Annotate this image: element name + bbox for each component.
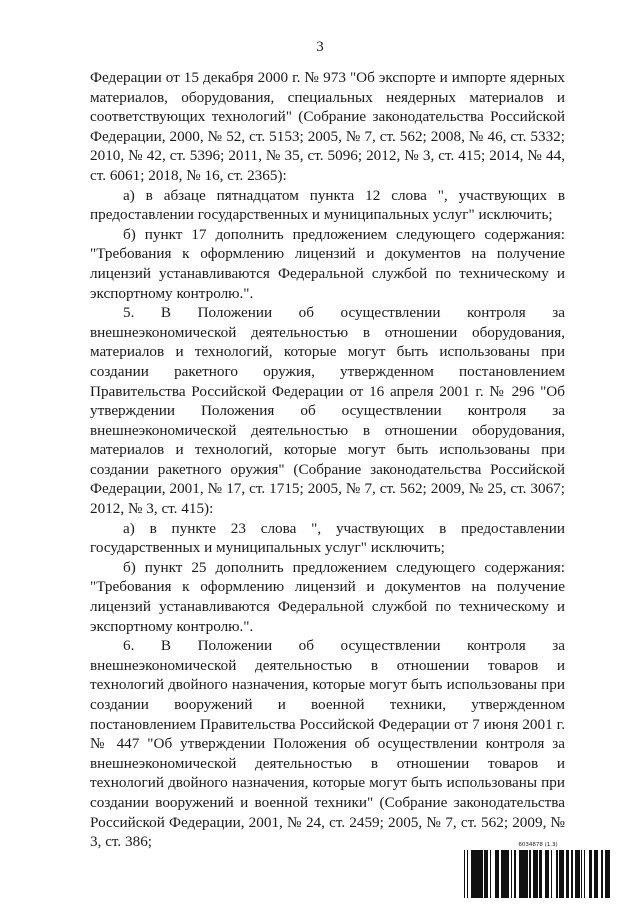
- barcode-bar: [520, 850, 521, 898]
- barcode-bar: [511, 850, 512, 898]
- paragraph-section-5: 5. В Положении об осуществлении контроля за внешнеэкономической деятельностью в отношении оборудования, материалов и технологий, которые могут быть использованы при создании ракетного оружия, утвержденном постановлением Правительства Российской Федерации от 16 апреля 2001 г. № 296 "Об утверждении Положения об осуществлении контроля за внешнеэкономической деятельностью в отношении оборудования, материалов и технологий, которые могут быть использованы при создании ракетного оружия" (Собрание законодательства Российской Федерации, 2001, № 17, ст. 1715; 2005, № 7, ст. 562; 2009, № 25, ст. 3067; 2012, № 3, ст. 415):: [90, 304, 565, 518]
- barcode-bar: [482, 850, 483, 898]
- barcode-bar: [474, 850, 476, 898]
- paragraph-item-b: б) пункт 25 дополнить предложением следующего содержания: "Требования к оформлению лицензий и документов на получение лицензий устанавливаются Федеральной службой по техническому и экспортному контролю.".: [90, 558, 565, 635]
- barcode-bar: [472, 850, 474, 898]
- barcode-bar: [537, 850, 538, 898]
- barcode-label: 6034878 (1.3): [518, 842, 558, 848]
- barcode-bar: [487, 850, 488, 898]
- barcode-bar: [519, 850, 520, 898]
- barcode-bar: [539, 850, 540, 898]
- paragraph-section-6: 6. В Положении об осуществлении контроля за внешнеэкономической деятельностью в отношении товаров и технологий двойного назначения, которые могут быть использованы при создании вооружений и военной техники, утвержденном постановлением Правительства Российской Федерации от 7 июня 2001 г. № 447 "Об утверждении Положения об осуществлении контроля за внешнеэкономической деятельностью в отношении товаров и технологий двойного назначения, которые могут быть использованы при создании вооружений и военной техники" (Собрание законодательства Российской Федерации, 2001, № 24, ст. 2459; 2005, № 7, ст. 562; 2009, № 3, ст. 386;: [90, 637, 565, 851]
- barcode-bar: [480, 850, 482, 898]
- barcode-bar: [591, 850, 592, 898]
- barcode-bar: [596, 850, 598, 898]
- barcode-bar: [584, 850, 585, 898]
- barcode-bar: [506, 850, 507, 898]
- barcode-bar: [504, 850, 505, 898]
- barcode-bar: [575, 850, 576, 898]
- barcode-bar: [526, 850, 528, 898]
- barcode: [463, 850, 613, 898]
- barcode-bar: [464, 850, 465, 898]
- paragraph-item-a: а) в абзаце пятнадцатом пункта 12 слова ", участвующих в предоставлении государственных и муниципальных услуг" исключить;: [90, 186, 565, 224]
- barcode-bar: [521, 850, 523, 898]
- barcode-bar: [507, 850, 509, 898]
- barcode-bar: [471, 850, 472, 898]
- barcode-bar: [595, 850, 596, 898]
- barcode-bar: [533, 850, 535, 898]
- barcode-bar: [559, 850, 561, 898]
- barcode-bar: [490, 850, 491, 898]
- barcode-bar: [568, 850, 569, 898]
- barcode-bar: [546, 850, 547, 898]
- barcode-bar: [589, 850, 591, 898]
- barcode-bar: [479, 850, 480, 898]
- barcode-bar: [545, 850, 546, 898]
- barcode-bar: [467, 850, 468, 898]
- barcode-bar: [581, 850, 582, 898]
- barcode-bar: [571, 850, 572, 898]
- barcode-bar: [578, 850, 579, 898]
- paragraph-item-b: б) пункт 17 дополнить предложением следующего содержания: "Требования к оформлению лицензий и документов на получение лицензий устанавливаются Федеральной службой по техническому и экспортному контролю.".: [90, 225, 565, 302]
- barcode-bar: [576, 850, 578, 898]
- barcode-bar: [485, 850, 487, 898]
- barcode-bar: [572, 850, 573, 898]
- barcode-bar: [608, 850, 610, 898]
- barcode-bar: [497, 850, 499, 898]
- barcode-bar: [556, 850, 558, 898]
- barcode-bar: [505, 850, 506, 898]
- document-body: [90, 68, 565, 852]
- barcode-bar: [484, 850, 485, 898]
- barcode-bar: [561, 850, 563, 898]
- barcode-bar: [551, 850, 552, 898]
- barcode-bar: [525, 850, 526, 898]
- barcode-bar: [535, 850, 537, 898]
- barcode-bar: [514, 850, 516, 898]
- barcode-bar: [594, 850, 595, 898]
- barcode-bar: [540, 850, 542, 898]
- barcode-bar: [501, 850, 502, 898]
- paragraph-item-a: а) в пункте 23 слова ", участвующих в предоставлении государственных и муниципальных услуг" исключить;: [90, 519, 565, 557]
- barcode-bar: [607, 850, 608, 898]
- barcode-bar: [529, 850, 531, 898]
- barcode-bar: [605, 850, 607, 898]
- barcode-bar: [478, 850, 479, 898]
- page-number: 3: [316, 39, 324, 55]
- barcode-bar: [523, 850, 525, 898]
- barcode-bar: [502, 850, 504, 898]
- barcode-bar: [579, 850, 580, 898]
- barcode-bar: [563, 850, 564, 898]
- barcode-bar: [566, 850, 568, 898]
- barcode-bar: [495, 850, 497, 898]
- barcode-bar: [476, 850, 478, 898]
- paragraph-continuation: Федерации от 15 декабря 2000 г. № 973 "Об экспорте и импорте ядерных материалов, оборудования, специальных неядерных материалов и соответствующих технологий" (Собрание законодательства Российской Федерации, 2000, № 52, ст. 5153; 2005, № 7, ст. 562; 2008, № 46, ст. 5332; 2010, № 42, ст. 5396; 2011, № 35, ст. 5096; 2012, № 3, ст. 415; 2014, № 44, ст. 6061; 2018, № 16, ст. 2365):: [90, 69, 565, 184]
- barcode-bar: [547, 850, 549, 898]
- barcode-bar: [601, 850, 603, 898]
